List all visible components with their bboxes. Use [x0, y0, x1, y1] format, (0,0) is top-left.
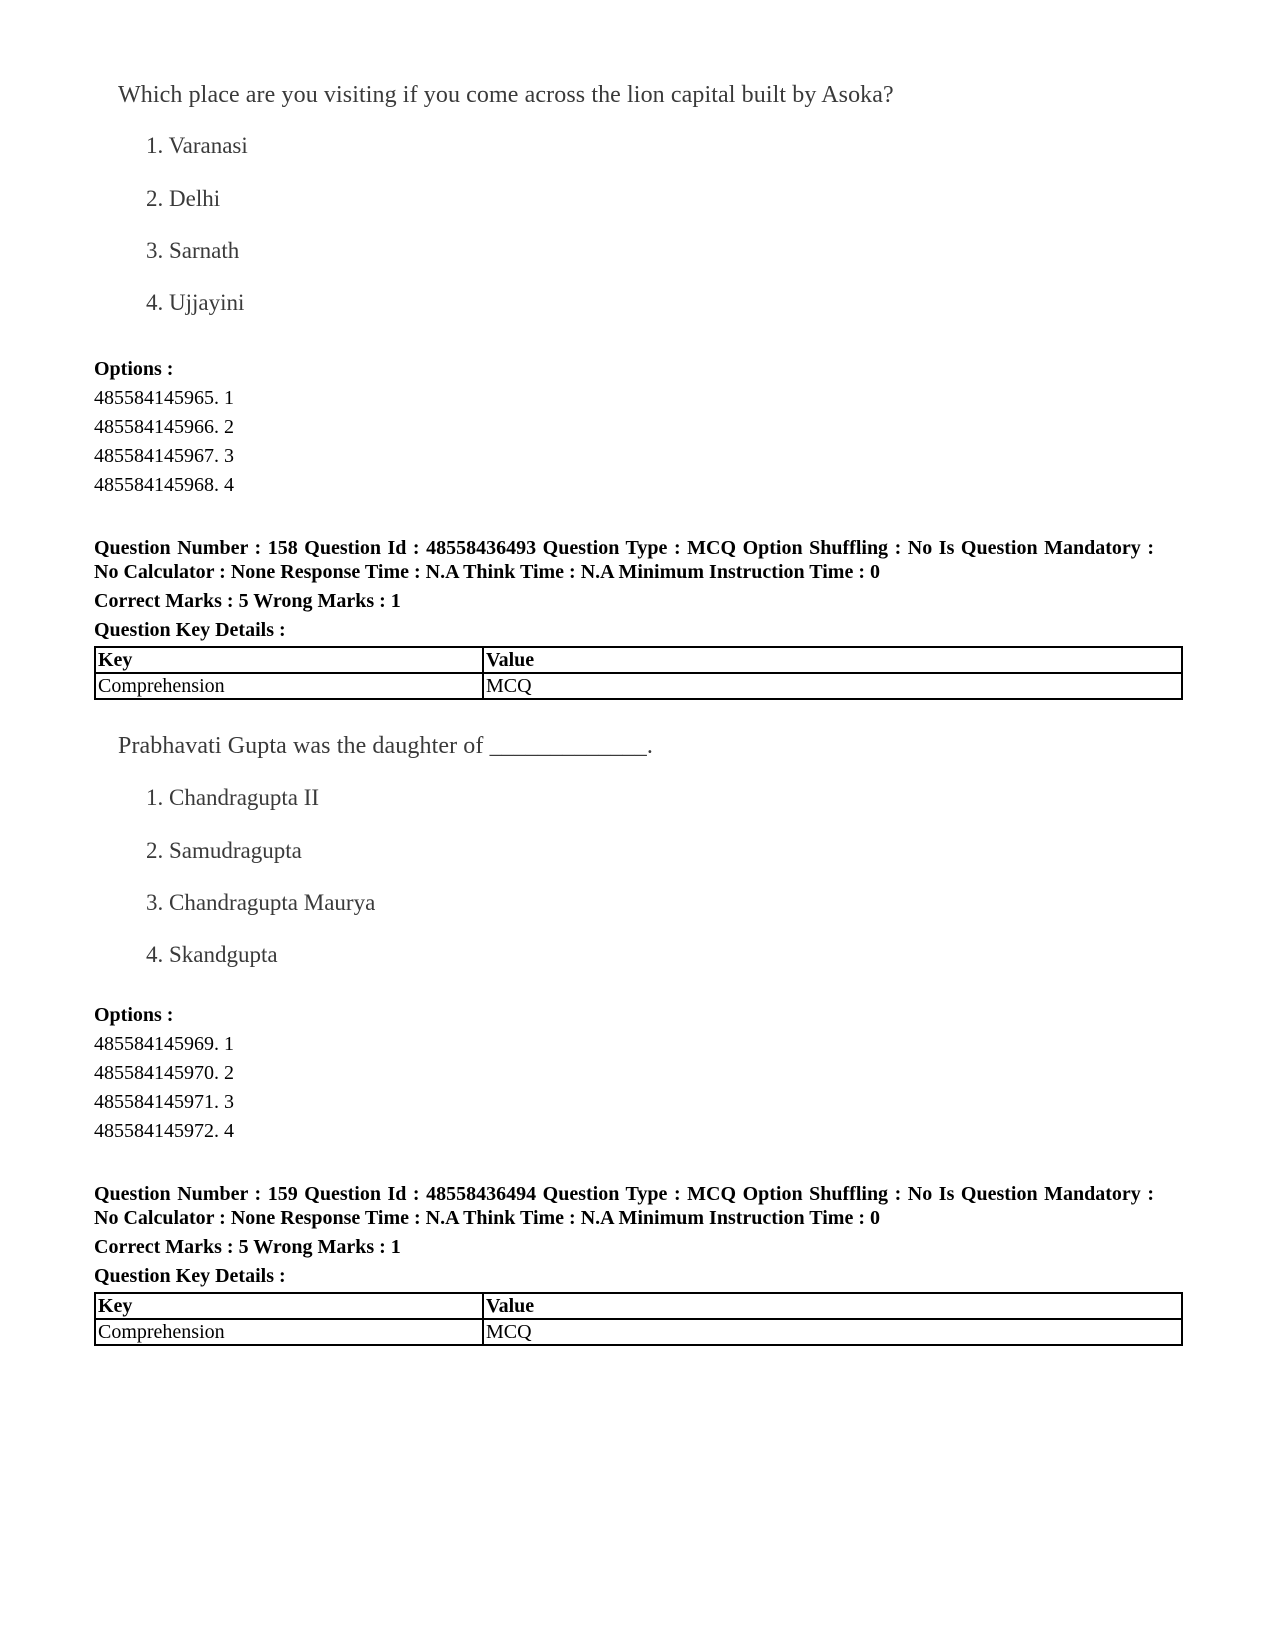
option-id: 485584145968. 4 — [94, 474, 234, 496]
table-row — [95, 673, 1182, 699]
key-details-label: Question Key Details : — [94, 1265, 286, 1287]
question-image-1 — [100, 74, 900, 334]
option-id: 485584145972. 4 — [94, 1120, 234, 1142]
options-label: Options : — [94, 1004, 174, 1026]
marks-line: Correct Marks : 5 Wrong Marks : 1 — [94, 1236, 401, 1258]
table-header-row — [95, 1293, 1182, 1319]
option-id: 485584145965. 1 — [94, 387, 234, 409]
option-id: 485584145967. 3 — [94, 445, 234, 467]
key-details-table — [94, 646, 1183, 700]
table-cell-value: MCQ — [483, 673, 1182, 699]
marks-line: Correct Marks : 5 Wrong Marks : 1 — [94, 590, 401, 612]
key-details-label: Question Key Details : — [94, 619, 286, 641]
question-choice: 1. Varanasi — [146, 133, 248, 158]
table-cell-value: MCQ — [483, 1319, 1182, 1345]
key-details-table — [94, 1292, 1183, 1346]
question-choice: 3. Sarnath — [146, 238, 240, 263]
question-choice: 2. Delhi — [146, 186, 221, 211]
table-row — [95, 1319, 1182, 1345]
question-choice: 2. Samudragupta — [146, 838, 302, 863]
table-cell-key: Comprehension — [95, 1319, 483, 1345]
option-id: 485584145971. 3 — [94, 1091, 234, 1113]
options-label: Options : — [94, 358, 174, 380]
option-id: 485584145970. 2 — [94, 1062, 234, 1084]
option-id: 485584145969. 1 — [94, 1033, 234, 1055]
table-header-row — [95, 647, 1182, 673]
option-id: 485584145966. 2 — [94, 416, 234, 438]
question-meta: Question Number : 159 Question Id : 48558436494 Question Type : MCQ Option Shuffling : No Is Question Mandatory : No Calculator : None Response Time : N.A Think Time : N.A Minimum Instruction Time : 0 — [94, 1183, 1154, 1229]
question-image-2 — [100, 730, 900, 990]
table-header-key: Key — [95, 1293, 483, 1319]
table-cell-key: Comprehension — [95, 673, 483, 699]
question-choice: 4. Skandgupta — [146, 942, 278, 967]
table-header-key: Key — [95, 647, 483, 673]
question-choice: 4. Ujjayini — [146, 290, 245, 315]
question-stem: Prabhavati Gupta was the daughter of _____________. — [118, 733, 653, 759]
question-meta: Question Number : 158 Question Id : 48558436493 Question Type : MCQ Option Shuffling : No Is Question Mandatory : No Calculator : None Response Time : N.A Think Time : N.A Minimum Instruction Time : 0 — [94, 537, 1154, 583]
table-header-value: Value — [483, 1293, 1182, 1319]
table-header-value: Value — [483, 647, 1182, 673]
question-stem: Which place are you visiting if you come across the lion capital built by Asoka? — [118, 82, 894, 108]
question-choice: 1. Chandragupta II — [146, 785, 320, 810]
question-choice: 3. Chandragupta Maurya — [146, 890, 376, 915]
